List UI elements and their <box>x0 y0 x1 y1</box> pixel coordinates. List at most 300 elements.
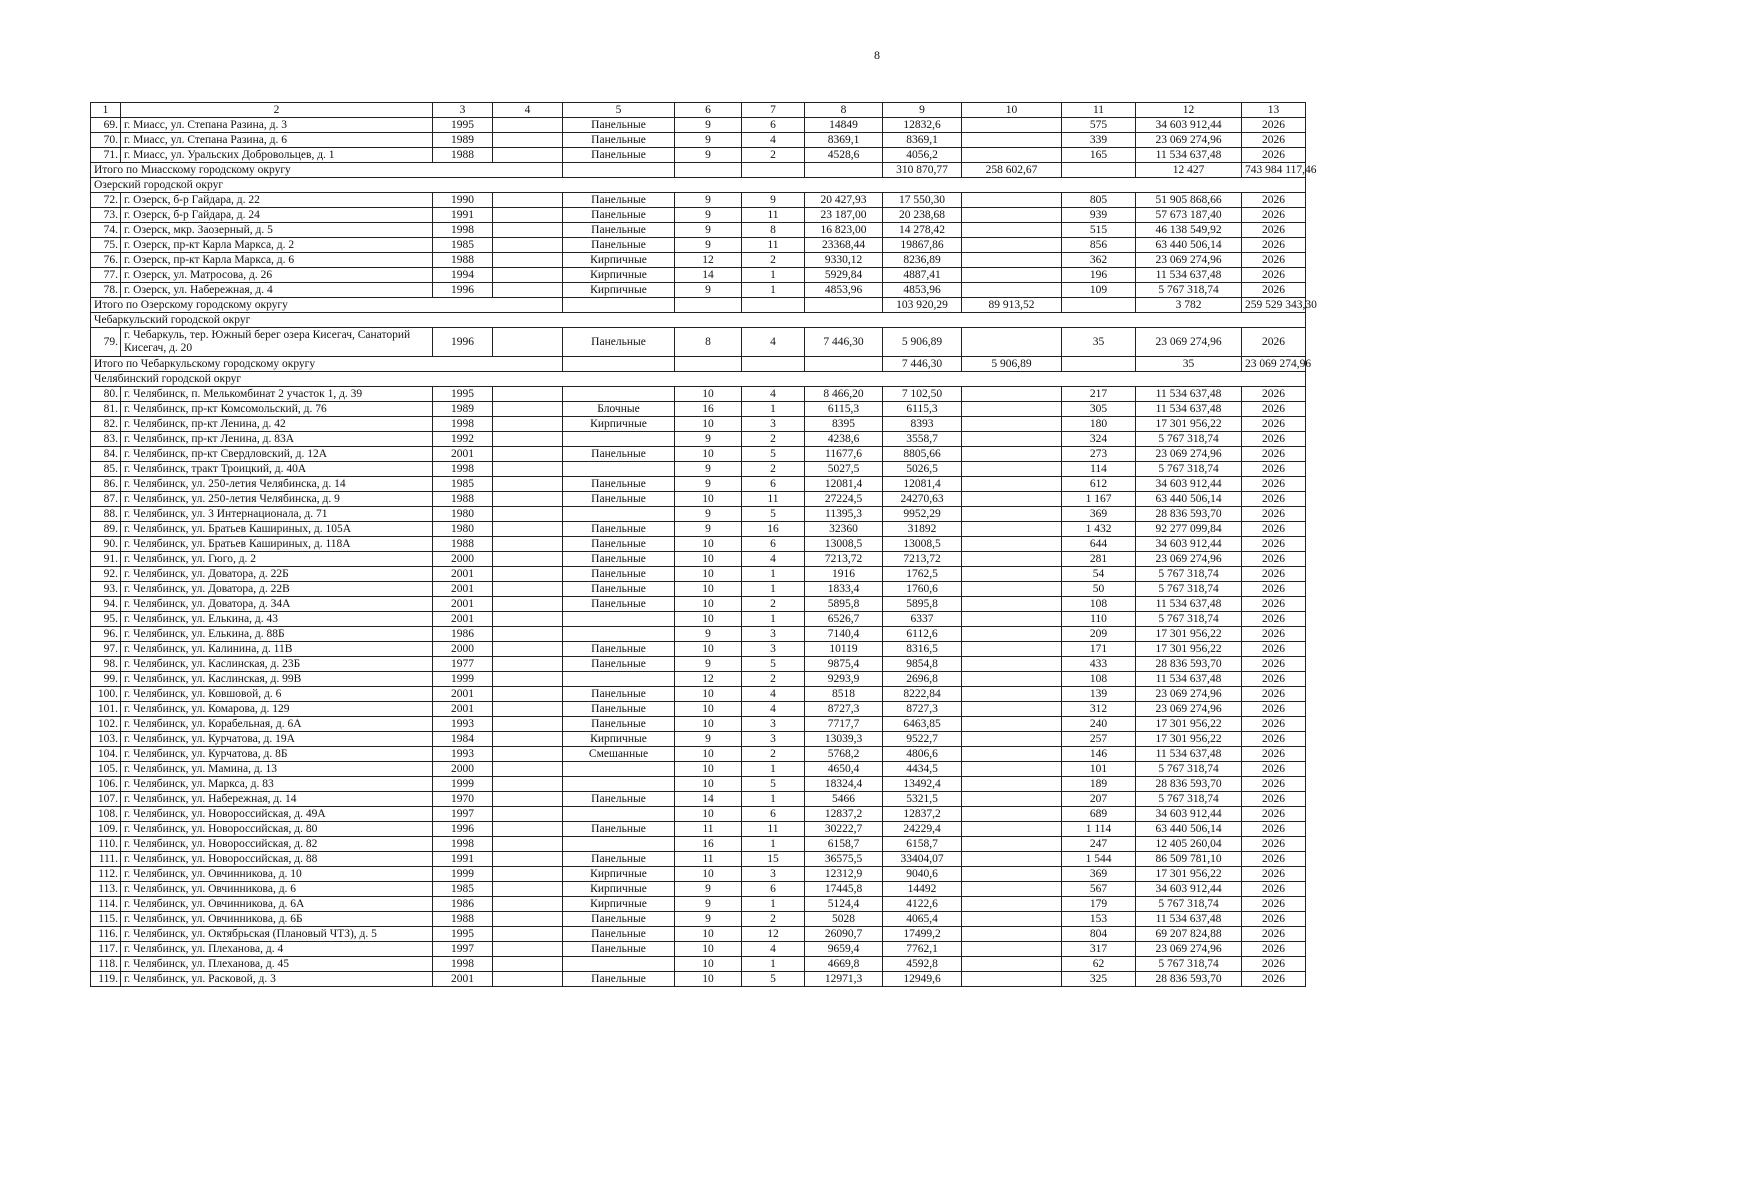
table-cell: Панельные <box>563 193 675 208</box>
table-cell: 9 <box>675 118 742 133</box>
header-cell: 4 <box>493 103 563 118</box>
table-row <box>91 567 1306 582</box>
table-cell <box>563 672 675 687</box>
table-cell: 5 767 318,74 <box>1136 612 1242 627</box>
section-row <box>91 372 1306 387</box>
table-cell: 1995 <box>433 927 493 942</box>
table-cell: 89. <box>91 522 121 537</box>
table-cell: 7 446,30 <box>805 328 883 357</box>
table-cell: 1 <box>742 402 805 417</box>
table-cell: г. Челябинск, ул. 250-летия Челябинска, д. 14 <box>121 477 433 492</box>
table-cell: г. Озерск, пр-кт Карла Маркса, д. 2 <box>121 238 433 253</box>
table-cell: 79. <box>91 328 121 357</box>
table-cell: 5 767 318,74 <box>1136 462 1242 477</box>
table-cell: 28 836 593,70 <box>1136 777 1242 792</box>
table-cell: 2026 <box>1242 387 1306 402</box>
table-cell <box>962 672 1062 687</box>
table-cell: 8316,5 <box>883 642 962 657</box>
table-cell: 273 <box>1062 447 1136 462</box>
table-cell <box>493 387 563 402</box>
table-cell: 9952,29 <box>883 507 962 522</box>
table-cell: 2026 <box>1242 268 1306 283</box>
table-cell: г. Озерск, ул. Набережная, д. 4 <box>121 283 433 298</box>
table-cell: 5768,2 <box>805 747 883 762</box>
table-cell <box>493 882 563 897</box>
table-cell: Панельные <box>563 208 675 223</box>
table-cell <box>563 837 675 852</box>
section-row <box>91 313 1306 328</box>
table-row <box>91 642 1306 657</box>
table-cell: 1760,6 <box>883 582 962 597</box>
table-cell: 5 <box>742 777 805 792</box>
table-cell <box>962 148 1062 163</box>
table-cell <box>962 777 1062 792</box>
table-cell: 24229,4 <box>883 822 962 837</box>
table-cell: 6526,7 <box>805 612 883 627</box>
table-cell <box>493 402 563 417</box>
table-cell: 139 <box>1062 687 1136 702</box>
table-cell: 4 <box>742 328 805 357</box>
table-cell: 4853,96 <box>805 283 883 298</box>
table-cell: 1995 <box>433 387 493 402</box>
table-cell: 362 <box>1062 253 1136 268</box>
table-cell: 9 <box>675 732 742 747</box>
table-cell: 5 <box>742 447 805 462</box>
table-row <box>91 283 1306 298</box>
table-cell: 324 <box>1062 432 1136 447</box>
table-cell: 10 <box>675 492 742 507</box>
table-cell: Панельные <box>563 822 675 837</box>
table-cell: 30222,7 <box>805 822 883 837</box>
table-cell: 11 534 637,48 <box>1136 402 1242 417</box>
table-cell: г. Миасс, ул. Уральских Добровольцев, д. 1 <box>121 148 433 163</box>
table-cell: 6115,3 <box>805 402 883 417</box>
table-cell <box>563 777 675 792</box>
table-cell: 2026 <box>1242 657 1306 672</box>
table-cell: г. Челябинск, ул. Овчинникова, д. 6А <box>121 897 433 912</box>
table-row <box>91 927 1306 942</box>
table-cell: 101. <box>91 702 121 717</box>
table-cell <box>493 208 563 223</box>
table-cell: 23 069 274,96 <box>1136 702 1242 717</box>
table-cell: 27224,5 <box>805 492 883 507</box>
table-cell: г. Челябинск, ул. Новороссийская, д. 82 <box>121 837 433 852</box>
table-cell <box>962 537 1062 552</box>
table-row <box>91 852 1306 867</box>
table-cell: 2026 <box>1242 477 1306 492</box>
table-cell <box>962 732 1062 747</box>
header-cell: 2 <box>121 103 433 118</box>
table-cell: 10 <box>675 387 742 402</box>
table-cell: 28 836 593,70 <box>1136 657 1242 672</box>
table-cell: 2026 <box>1242 492 1306 507</box>
table-cell: 5 767 318,74 <box>1136 957 1242 972</box>
total-cell: 5 906,89 <box>962 357 1062 372</box>
table-cell <box>962 972 1062 987</box>
table-cell: 2026 <box>1242 328 1306 357</box>
total-row <box>91 163 1306 178</box>
table-cell: 8727,3 <box>805 702 883 717</box>
table-cell: 4669,8 <box>805 957 883 972</box>
table-cell: 1989 <box>433 133 493 148</box>
table-cell: 1998 <box>433 417 493 432</box>
table-cell: 1833,4 <box>805 582 883 597</box>
table-cell: 1984 <box>433 732 493 747</box>
table-cell: 153 <box>1062 912 1136 927</box>
table-cell: 1 114 <box>1062 822 1136 837</box>
table-cell: 23 069 274,96 <box>1136 253 1242 268</box>
table-cell: 2026 <box>1242 897 1306 912</box>
table-cell: Панельные <box>563 148 675 163</box>
table-cell <box>962 193 1062 208</box>
table-cell: 109. <box>91 822 121 837</box>
table-cell: 2 <box>742 912 805 927</box>
total-cell <box>563 163 675 178</box>
table-cell: г. Озерск, б-р Гайдара, д. 22 <box>121 193 433 208</box>
table-cell <box>962 627 1062 642</box>
table-cell: 3 <box>742 717 805 732</box>
table-cell: 4 <box>742 702 805 717</box>
table-cell: 180 <box>1062 417 1136 432</box>
table-cell: 6158,7 <box>805 837 883 852</box>
table-row <box>91 837 1306 852</box>
table-cell: г. Челябинск, ул. Гюго, д. 2 <box>121 552 433 567</box>
table-cell: 1988 <box>433 537 493 552</box>
table-cell: 34 603 912,44 <box>1136 477 1242 492</box>
table-cell: 1 <box>742 612 805 627</box>
header-cell: 10 <box>962 103 1062 118</box>
table-cell: г. Чебаркуль, тер. Южный берег озера Кисегач, Санаторий Кисегач, д. 20 <box>121 328 433 357</box>
table-cell <box>493 942 563 957</box>
table-row <box>91 687 1306 702</box>
table-cell: 9 <box>675 208 742 223</box>
table-cell: Панельные <box>563 447 675 462</box>
header-cell: 13 <box>1242 103 1306 118</box>
table-cell: 1994 <box>433 268 493 283</box>
table-cell <box>962 432 1062 447</box>
table-cell: 10 <box>675 807 742 822</box>
table-cell: 5 <box>742 972 805 987</box>
table-cell: 2026 <box>1242 612 1306 627</box>
table-cell: 88. <box>91 507 121 522</box>
table-cell: 5 767 318,74 <box>1136 897 1242 912</box>
table-cell: 6 <box>742 477 805 492</box>
table-cell <box>962 882 1062 897</box>
table-cell: г. Челябинск, ул. Расковой, д. 3 <box>121 972 433 987</box>
table-cell: г. Миасс, ул. Степана Разина, д. 3 <box>121 118 433 133</box>
table-cell: 4 <box>742 387 805 402</box>
table-cell <box>493 597 563 612</box>
table-cell: 12949,6 <box>883 972 962 987</box>
table-cell: г. Челябинск, ул. Елькина, д. 88Б <box>121 627 433 642</box>
table-cell: 4650,4 <box>805 762 883 777</box>
table-cell: 6 <box>742 118 805 133</box>
table-cell <box>493 867 563 882</box>
table-cell: 1986 <box>433 627 493 642</box>
header-cell: 8 <box>805 103 883 118</box>
table-cell: 2026 <box>1242 717 1306 732</box>
table-cell: 74. <box>91 223 121 238</box>
table-cell: 5 767 318,74 <box>1136 582 1242 597</box>
table-cell <box>493 912 563 927</box>
table-cell: 11 534 637,48 <box>1136 148 1242 163</box>
table-cell: 9854,8 <box>883 657 962 672</box>
header-cell: 1 <box>91 103 121 118</box>
table-cell: 8 <box>742 223 805 238</box>
table-cell <box>563 507 675 522</box>
table-cell: 2026 <box>1242 777 1306 792</box>
table-cell: Кирпичные <box>563 897 675 912</box>
table-cell <box>493 747 563 762</box>
table-cell: 9875,4 <box>805 657 883 672</box>
table-cell: 644 <box>1062 537 1136 552</box>
table-cell: 75. <box>91 238 121 253</box>
table-cell: 12 <box>675 253 742 268</box>
table-cell: Кирпичные <box>563 268 675 283</box>
table-row <box>91 432 1306 447</box>
table-cell: 5321,5 <box>883 792 962 807</box>
table-cell: 3 <box>742 627 805 642</box>
table-cell: 575 <box>1062 118 1136 133</box>
table-cell: 10 <box>675 567 742 582</box>
table-cell: 34 603 912,44 <box>1136 807 1242 822</box>
table-cell: г. Челябинск, ул. Комарова, д. 129 <box>121 702 433 717</box>
table-cell <box>962 223 1062 238</box>
table-cell: 12 <box>675 672 742 687</box>
table-cell: 10 <box>675 777 742 792</box>
section-row <box>91 178 1306 193</box>
table-cell: 8236,89 <box>883 253 962 268</box>
table-cell: 2026 <box>1242 447 1306 462</box>
table-cell: 4 <box>742 942 805 957</box>
table-cell: 77. <box>91 268 121 283</box>
table-cell <box>962 133 1062 148</box>
table-row <box>91 492 1306 507</box>
table-cell: 9 <box>675 897 742 912</box>
table-row <box>91 867 1306 882</box>
table-cell <box>962 942 1062 957</box>
table-cell: г. Озерск, ул. Матросова, д. 26 <box>121 268 433 283</box>
table-cell <box>962 387 1062 402</box>
table-row <box>91 402 1306 417</box>
table-cell: г. Челябинск, ул. Каслинская, д. 99В <box>121 672 433 687</box>
table-cell: 113. <box>91 882 121 897</box>
table-cell: 1997 <box>433 807 493 822</box>
table-cell: 9 <box>675 133 742 148</box>
table-cell: 87. <box>91 492 121 507</box>
table-cell: 4122,6 <box>883 897 962 912</box>
total-cell <box>563 298 675 313</box>
table-cell <box>493 732 563 747</box>
table-cell <box>962 118 1062 133</box>
total-cell: 259 529 343,30 <box>1242 298 1306 313</box>
table-row <box>91 897 1306 912</box>
table-cell: Кирпичные <box>563 867 675 882</box>
table-cell: 111. <box>91 852 121 867</box>
table-cell: 84. <box>91 447 121 462</box>
table-cell: 10 <box>675 972 742 987</box>
table-cell: 107. <box>91 792 121 807</box>
table-cell: 8805,66 <box>883 447 962 462</box>
table-cell: 2026 <box>1242 882 1306 897</box>
table-cell: 9 <box>675 193 742 208</box>
table-cell: 70. <box>91 133 121 148</box>
table-cell: 1998 <box>433 223 493 238</box>
total-cell: 743 984 117,46 <box>1242 163 1306 178</box>
table-cell: 5028 <box>805 912 883 927</box>
table-cell: 11 <box>742 238 805 253</box>
table-cell: г. Челябинск, ул. Новороссийская, д. 80 <box>121 822 433 837</box>
table-cell: 6 <box>742 537 805 552</box>
table-cell: 5 767 318,74 <box>1136 283 1242 298</box>
table-cell: 2 <box>742 253 805 268</box>
table-cell <box>493 822 563 837</box>
table-cell: 11 <box>742 822 805 837</box>
table-cell: 4528,6 <box>805 148 883 163</box>
table-cell: 17 301 956,22 <box>1136 867 1242 882</box>
total-cell: 7 446,30 <box>883 357 962 372</box>
table-cell: 9 <box>675 432 742 447</box>
table-cell: 9293,9 <box>805 672 883 687</box>
table-cell: 7717,7 <box>805 717 883 732</box>
total-cell <box>805 163 883 178</box>
table-cell: 281 <box>1062 552 1136 567</box>
table-cell: 12312,9 <box>805 867 883 882</box>
table-cell: г. Челябинск, ул. Доватора, д. 22В <box>121 582 433 597</box>
table-cell: 92. <box>91 567 121 582</box>
table-cell: 20 427,93 <box>805 193 883 208</box>
table-cell: 23 069 274,96 <box>1136 133 1242 148</box>
table-cell <box>493 687 563 702</box>
table-cell: 2026 <box>1242 942 1306 957</box>
table-cell: 2026 <box>1242 627 1306 642</box>
table-cell: 10 <box>675 717 742 732</box>
table-cell: 9 <box>675 223 742 238</box>
table-cell: Панельные <box>563 852 675 867</box>
table-cell: 2026 <box>1242 417 1306 432</box>
table-cell: 2000 <box>433 762 493 777</box>
table-cell: 35 <box>1062 328 1136 357</box>
table-cell: 1 <box>742 268 805 283</box>
table-cell: 4592,8 <box>883 957 962 972</box>
table-cell: г. Челябинск, ул. Братьев Кашириных, д. 105А <box>121 522 433 537</box>
table-cell: 2 <box>742 148 805 163</box>
table-cell: 339 <box>1062 133 1136 148</box>
table-cell: 6 <box>742 882 805 897</box>
table-cell: 9040,6 <box>883 867 962 882</box>
table-cell: 1998 <box>433 837 493 852</box>
table-cell: г. Челябинск, пр-кт Ленина, д. 83А <box>121 432 433 447</box>
header-cell: 5 <box>563 103 675 118</box>
table-cell: 2026 <box>1242 223 1306 238</box>
table-cell: 6 <box>742 807 805 822</box>
table-cell: г. Челябинск, ул. Плеханова, д. 45 <box>121 957 433 972</box>
total-cell <box>742 163 805 178</box>
table-cell: 9 <box>675 507 742 522</box>
table-cell <box>563 627 675 642</box>
header-cell: 12 <box>1136 103 1242 118</box>
table-row <box>91 972 1306 987</box>
table-cell: 23368,44 <box>805 238 883 253</box>
table-cell: г. Челябинск, п. Мелькомбинат 2 участок 1, д. 39 <box>121 387 433 402</box>
table-cell: 5026,5 <box>883 462 962 477</box>
table-cell: 28 836 593,70 <box>1136 972 1242 987</box>
table-row <box>91 597 1306 612</box>
table-cell: 5929,84 <box>805 268 883 283</box>
table-cell: 515 <box>1062 223 1136 238</box>
table-cell: 5124,4 <box>805 897 883 912</box>
table-cell: 80. <box>91 387 121 402</box>
table-cell: 23 187,00 <box>805 208 883 223</box>
table-cell <box>962 268 1062 283</box>
table-row <box>91 657 1306 672</box>
table-cell: г. Челябинск, ул. 250-летия Челябинска, д. 9 <box>121 492 433 507</box>
table-cell: Панельные <box>563 582 675 597</box>
table-cell: 1980 <box>433 522 493 537</box>
table-cell <box>563 957 675 972</box>
table-cell: 4238,6 <box>805 432 883 447</box>
table-cell: 11 534 637,48 <box>1136 912 1242 927</box>
table-cell: 1 <box>742 957 805 972</box>
table-cell: Панельные <box>563 972 675 987</box>
table-cell: 2001 <box>433 972 493 987</box>
table-row <box>91 193 1306 208</box>
table-cell: 5 767 318,74 <box>1136 792 1242 807</box>
table-cell: 10 <box>675 942 742 957</box>
table-cell <box>962 582 1062 597</box>
table-cell <box>563 807 675 822</box>
table-cell <box>962 687 1062 702</box>
table-cell <box>962 897 1062 912</box>
table-cell: г. Озерск, б-р Гайдара, д. 24 <box>121 208 433 223</box>
table-cell: 83. <box>91 432 121 447</box>
table-cell: 2026 <box>1242 687 1306 702</box>
table-cell <box>493 148 563 163</box>
table-cell: 34 603 912,44 <box>1136 118 1242 133</box>
table-cell: 63 440 506,14 <box>1136 822 1242 837</box>
table-cell <box>493 972 563 987</box>
table-cell <box>962 552 1062 567</box>
table-cell: 805 <box>1062 193 1136 208</box>
table-cell: 17 301 956,22 <box>1136 417 1242 432</box>
table-cell <box>493 777 563 792</box>
table-cell: 3558,7 <box>883 432 962 447</box>
total-label: Итого по Миасскому городскому округу <box>91 163 563 178</box>
table-cell: 16 <box>675 402 742 417</box>
table-cell: Кирпичные <box>563 732 675 747</box>
table-cell: 2026 <box>1242 402 1306 417</box>
table-cell: 4806,6 <box>883 747 962 762</box>
table-cell: 317 <box>1062 942 1136 957</box>
table-cell: Панельные <box>563 492 675 507</box>
table-cell: 13492,4 <box>883 777 962 792</box>
table-cell: 1996 <box>433 822 493 837</box>
table-cell <box>493 283 563 298</box>
table-cell: 36575,5 <box>805 852 883 867</box>
table-cell: 62 <box>1062 957 1136 972</box>
table-cell: 8369,1 <box>805 133 883 148</box>
table-cell: 209 <box>1062 627 1136 642</box>
table-row <box>91 522 1306 537</box>
table-cell: 12 405 260,04 <box>1136 837 1242 852</box>
table-cell: 433 <box>1062 657 1136 672</box>
table-cell: 10 <box>675 957 742 972</box>
total-label: Итого по Чебаркульскому городскому округу <box>91 357 563 372</box>
table-cell: 1993 <box>433 717 493 732</box>
table-cell: 5027,5 <box>805 462 883 477</box>
table-cell: 85. <box>91 462 121 477</box>
table-cell: 4 <box>742 133 805 148</box>
